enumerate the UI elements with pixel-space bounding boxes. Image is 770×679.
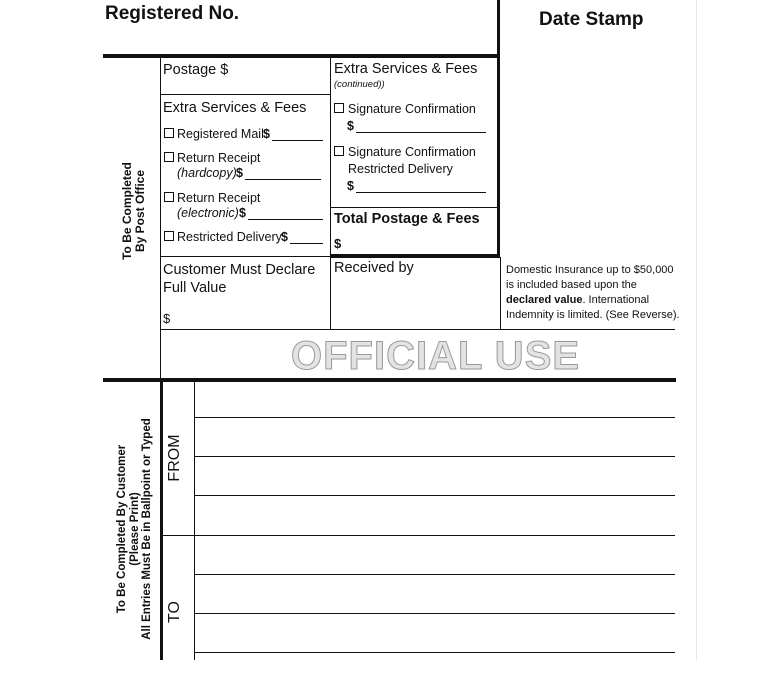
services-cont-bottom-line	[331, 207, 497, 208]
received-by-right-border	[500, 257, 501, 330]
restricted-delivery-checkbox[interactable]	[164, 231, 174, 241]
return-receipt-electronic-fee-input[interactable]	[248, 219, 323, 220]
electronic-label: (electronic)	[177, 206, 239, 220]
official-use-label: OFFICIAL USE	[291, 334, 581, 378]
registered-mail-fee-input[interactable]	[272, 140, 323, 141]
from-label: FROM	[166, 434, 183, 482]
signature-confirmation-dollar: $	[347, 119, 354, 133]
return-receipt-hardcopy-fee-input[interactable]	[245, 179, 321, 180]
customer-side-label	[116, 379, 164, 679]
total-postage-fees-label: Total Postage & Fees	[334, 211, 480, 227]
to-address-line-1[interactable]	[195, 574, 675, 575]
insurance-declared-value: declared value	[506, 294, 583, 306]
registered-mail-dollar: $	[263, 127, 270, 141]
page-edge	[696, 0, 697, 660]
signature-confirmation-checkbox[interactable]	[334, 103, 344, 113]
to-address-line-3[interactable]	[195, 652, 675, 653]
restricted-delivery-fee-input[interactable]	[290, 243, 323, 244]
middle-column-divider	[330, 57, 331, 330]
customer-side-label-line1: To Be Completed By Customer	[116, 444, 128, 614]
registered-no-bottom-border	[103, 54, 499, 58]
return-receipt-hardcopy-dollar: $	[236, 166, 243, 180]
signature-confirmation-label: Signature Confirmation	[348, 102, 476, 116]
signature-confirmation-fee-input[interactable]	[356, 132, 486, 133]
registered-mail-label: Registered Mail	[177, 127, 264, 141]
total-postage-bottom-border	[331, 254, 500, 258]
insurance-line2: is included based upon the	[506, 279, 637, 291]
from-to-label-divider	[194, 381, 195, 660]
registered-no-right-border	[497, 0, 500, 257]
from-address-line-3[interactable]	[195, 495, 675, 496]
customer-side-label-line2: (Please Print)	[128, 492, 141, 566]
po-section-left-border	[160, 57, 161, 380]
customer-declare-line1: Customer Must Declare	[163, 262, 316, 278]
return-receipt-electronic-checkbox[interactable]	[164, 192, 174, 202]
registered-mail-checkbox[interactable]	[164, 128, 174, 138]
signature-confirmation-label-2: Signature Confirmation	[348, 145, 476, 159]
extra-services-title: Extra Services & Fees	[163, 100, 307, 116]
received-by-label: Received by	[334, 260, 414, 276]
restricted-delivery-label-2: Restricted Delivery	[348, 162, 453, 176]
po-side-label-line1: To Be Completed	[120, 162, 134, 260]
date-stamp-label: Date Stamp	[539, 9, 644, 30]
official-use-top-line	[160, 329, 675, 330]
po-side-label-line2: By Post Office	[133, 169, 148, 253]
post-office-side-label	[121, 141, 147, 281]
extra-services-continued-title: Extra Services & Fees	[334, 61, 478, 77]
from-address-line-1[interactable]	[195, 417, 675, 418]
postage-bottom-line	[160, 94, 330, 95]
insurance-line1: Domestic Insurance up to $50,000	[506, 264, 674, 276]
insurance-line3-rest: . International	[582, 294, 650, 306]
return-receipt-hardcopy-checkbox[interactable]	[164, 152, 174, 162]
from-address-line-2[interactable]	[195, 456, 675, 457]
to-label: TO	[166, 601, 183, 623]
restricted-delivery-label: Restricted Delivery	[177, 230, 282, 244]
restricted-delivery-dollar: $	[281, 230, 288, 244]
signature-confirmation-restricted-dollar: $	[347, 179, 354, 193]
customer-side-label-line3: All Entries Must Be in Ballpoint or Typed	[141, 418, 154, 640]
insurance-line4: Indemnity is limited. (See Reverse).	[506, 309, 680, 321]
to-address-line-2[interactable]	[195, 613, 675, 614]
hardcopy-label: (hardcopy)	[177, 166, 237, 180]
signature-confirmation-restricted-checkbox[interactable]	[334, 146, 344, 156]
customer-declare-line2: Full Value	[163, 280, 227, 296]
return-receipt-electronic-dollar: $	[239, 206, 246, 220]
from-to-separator	[161, 535, 675, 536]
full-value-dollar: $	[163, 311, 171, 326]
signature-confirmation-restricted-fee-input[interactable]	[356, 192, 486, 193]
return-receipt-label: Return Receipt	[177, 151, 261, 165]
registered-no-label: Registered No.	[105, 3, 240, 24]
total-postage-fees-dollar: $	[334, 236, 342, 251]
postage-label: Postage $	[163, 62, 229, 78]
extra-services-continued-note: (continued))	[334, 79, 385, 90]
services-bottom-line	[160, 256, 331, 257]
insurance-line3	[506, 295, 649, 306]
return-receipt-label-2: Return Receipt	[177, 191, 261, 205]
